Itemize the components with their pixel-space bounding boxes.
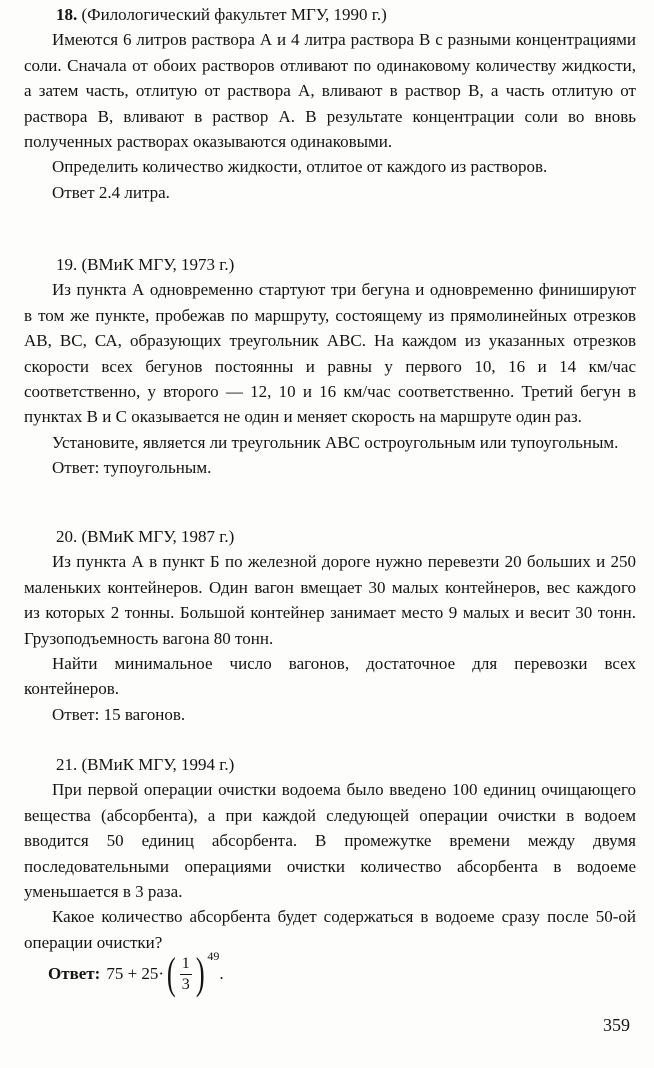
formula-exponent: 49: [207, 948, 220, 963]
right-paren: ): [195, 949, 205, 998]
problem-18-header: [24, 2, 636, 27]
problem-19-text: Из пункта А одновременно стартуют три бегуна и одновременно финишируют в том же пункте, пробежав по маршруту, состоящему из прямолинейных отрезков АВ, ВС, СА, образующих треугольник АВС. На каждом из указанных отрезков скорости всех бегунов постоянны и равны у первого 10, 16 и 14 км/час соответственно, у второго — 12, 10 и 16 км/час соответственно. Третий бегун в пунктах В и С оказывается не один и меняет скорость на маршруте один раз.: [24, 280, 636, 427]
problem-19: [24, 252, 636, 481]
problem-20-answer: Ответ: 15 вагонов.: [52, 704, 186, 724]
problem-21-header: 21. (ВМиК МГУ, 1994 г.): [56, 755, 235, 774]
left-paren: (: [166, 949, 176, 998]
problem-18-question: Определить количество жидкости, отлитое от каждого из растворов.: [52, 157, 548, 177]
page-number: 359: [603, 1015, 630, 1035]
problem-19-answer: Ответ: тупоугольным.: [52, 458, 212, 478]
problem-21-answer: [48, 948, 224, 998]
formula-lead: 75 + 25·: [106, 964, 165, 983]
fraction-numerator: 1: [180, 954, 192, 975]
fraction-denominator: 3: [181, 975, 190, 993]
problem-20-text: Из пункта А в пункт Б по железной дороге нужно перевезти 20 больших и 250 маленьких контейнеров. Один вагон вмещает 30 малых контейнеров, вес каждого из которых 2 тонны. Большой контейнер занимает место 9 малых и весит 30 тонн. Грузоподъемность вагона 80 тонн.: [24, 552, 636, 648]
problem-18-answer: Ответ 2.4 литра.: [52, 182, 170, 202]
problem-19-question: Установите, является ли треугольник АВС остроугольным или тупоугольным.: [52, 432, 619, 452]
problem-21-text: При первой операции очистки водоема было введено 100 единиц очищающего вещества (абсорбента), а при каждой следующей операции очистки в водоем вводится 50 единиц абсорбента. В промежутке времени между двумя последовательными операциями очистки количество абсорбента в водоеме уменьшается в 3 раза.: [24, 780, 636, 902]
fraction: [180, 954, 192, 995]
problem-20-header: 20. (ВМиК МГУ, 1987 г.): [56, 527, 235, 546]
problem-19-header: 19. (ВМиК МГУ, 1973 г.): [56, 255, 235, 274]
problem-20-question: Найти минимальное число вагонов, достаточное для перевозки всех контейнеров.: [24, 654, 636, 699]
answer-formula: [106, 948, 224, 998]
answer-label: Ответ:: [48, 964, 101, 983]
problem-21: [24, 752, 636, 955]
problem-18-source: (Филологический факультет МГУ, 1990 г.): [77, 5, 387, 24]
problem-20: [24, 524, 636, 727]
problem-18-number: 18.: [56, 5, 78, 24]
formula-end: .: [219, 964, 224, 983]
problem-18: [24, 2, 636, 205]
problem-21-question: Какое количество абсорбента будет содержаться в водоеме сразу после 50-ой операции очистки?: [24, 907, 636, 952]
problem-18-text: Имеются 6 литров раствора А и 4 литра раствора В с разными концентрациями соли. Сначала от обоих растворов отливают по одинаковому количеству жидкости, а затем часть, отлитую от раствора А, вливают в раствор В, а часть отлитую от раствора В, вливают в раствор А. В результате концентрации соли во вновь полученных растворах оказываются одинаковыми.: [24, 30, 636, 152]
